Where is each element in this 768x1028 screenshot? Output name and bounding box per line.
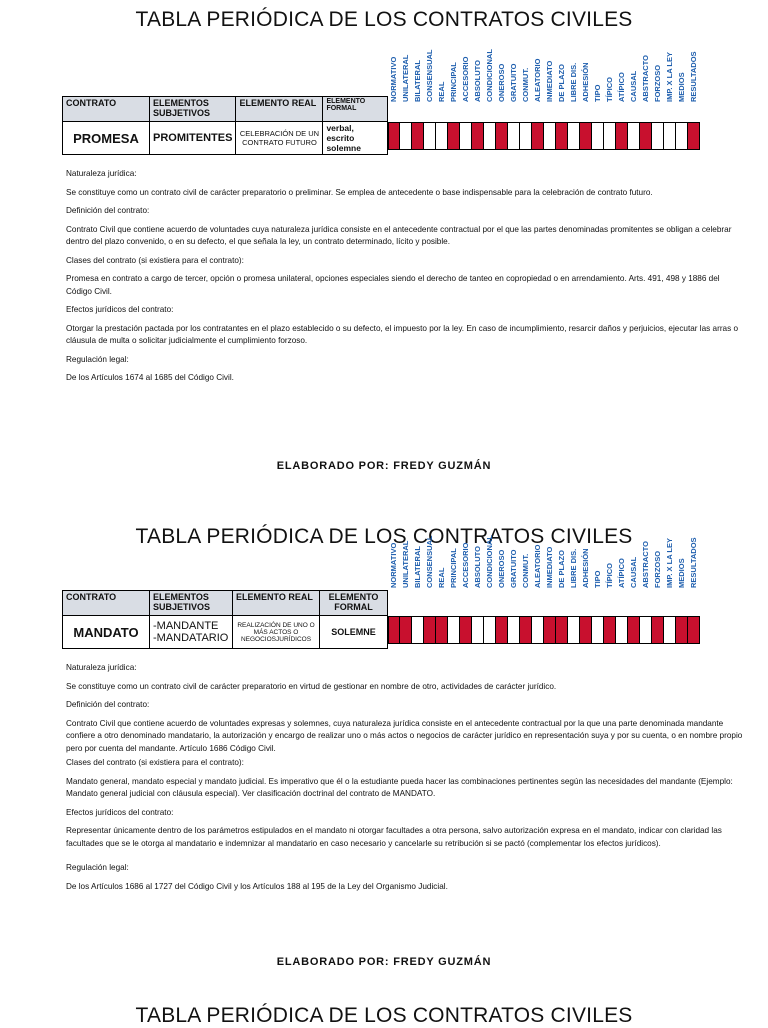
clases-text: Mandato general, mandato especial y mandato judicial. Es imperativo que él o la estudiante pueda hacer las combinaciones pertinentes según las necesidades del mandante (Ejemplo: Mandato general judicial con cláusula especial). Ver clasificación doctrinal del contrato de MANDATO.	[66, 776, 733, 798]
classification-cell	[616, 616, 628, 644]
classification-cell	[544, 616, 556, 644]
clases-label: Clases del contrato (si existiera para el contrato):	[66, 758, 244, 767]
header-elemento-real: ELEMENTO REAL	[236, 97, 323, 122]
naturaleza-label: Naturaleza jurídica:	[66, 169, 137, 178]
definicion-label: Definición del contrato:	[66, 700, 150, 709]
classification-cell	[592, 122, 604, 150]
header-contrato: CONTRATO	[63, 591, 150, 616]
classification-cell	[592, 616, 604, 644]
signature: ELABORADO POR: FREDY GUZMÁN	[276, 956, 492, 968]
efectos-text: Otorgar la prestación pactada por los contratantes en el plazo establecido o su defecto, el impuesto por la ley. En caso de incumplimiento, resarcir daños y perjuicios, ejecutar las arras o cláusula de multa o solicitar judicialmente el cumplimiento forzoso.	[66, 323, 739, 345]
classification-cell	[532, 616, 544, 644]
page-title: TABLA PERIÓDICA DE LOS CONTRATOS CIVILES	[135, 8, 633, 31]
classification-cell	[580, 616, 592, 644]
classification-label: TIPO	[593, 570, 602, 588]
classification-label: PRINCIPAL	[449, 548, 458, 588]
contract-header-table	[62, 96, 388, 155]
classification-label: PRINCIPAL	[449, 62, 458, 102]
classification-cell	[628, 616, 640, 644]
classification-cell	[556, 122, 568, 150]
signature: ELABORADO POR: FREDY GUZMÁN	[276, 460, 492, 472]
classification-cell	[664, 616, 676, 644]
classification-label: TÍPICO	[605, 562, 614, 588]
contract-real: CELEBRACIÓN DE UN CONTRATO FUTURO	[236, 122, 323, 155]
classification-label: CAUSAL	[629, 70, 638, 102]
clases-text: Promesa en contrato a cargo de tercer, opción o promesa unilateral, opciones especiales siendo el derecho de tanteo en copropiedad o en arrendamiento. Arts. 491, 498 y 1886 del Código Civil.	[66, 274, 720, 296]
efectos-label: Efectos jurídicos del contrato:	[66, 807, 174, 817]
classification-cell	[484, 616, 496, 644]
classification-label: LIBRE DIS.	[569, 62, 578, 102]
contract-formal: verbal, escrito solemne	[323, 122, 388, 155]
classification-cell	[520, 616, 532, 644]
classification-label: ABSOLUTO	[473, 546, 482, 588]
classification-label: MEDIOS	[677, 72, 686, 102]
classification-label: RESULTADOS	[689, 51, 698, 102]
classification-label: CONMUT.	[521, 553, 530, 588]
clases-label: Clases del contrato (si existiera para el contrato):	[66, 255, 244, 265]
classification-label: ADHESIÓN	[581, 62, 590, 102]
classification-cell	[460, 122, 472, 150]
header-elemento-formal: ELEMENTO FORMAL	[323, 97, 388, 122]
classification-cell	[412, 616, 424, 644]
classification-cell	[388, 616, 400, 644]
definicion-text: Contrato Civil que contiene acuerdo de voluntades cuya naturaleza jurídica consiste en el antecedente contractual por el que las partes denominadas promitentes se obligan a celebrar dentro del plazo convenido, o en su defecto, el que señala la ley, un contrato determinado, lícito y posible.	[66, 224, 732, 246]
classification-label: INMEDIATO	[545, 60, 554, 102]
classification-cell	[688, 616, 700, 644]
classification-cells	[388, 122, 700, 150]
classification-cell	[604, 616, 616, 644]
classification-label: LIBRE DIS.	[569, 548, 578, 588]
classification-cell	[388, 122, 400, 150]
classification-cell	[580, 122, 592, 150]
classification-label: ABSTRACTO	[641, 55, 650, 102]
classification-label: MEDIOS	[677, 558, 686, 588]
classification-label: ALEATORIO	[533, 58, 542, 102]
contract-body	[66, 168, 746, 385]
classification-label: DE PLAZO	[557, 550, 566, 588]
classification-label: BILATERAL	[413, 60, 422, 102]
classification-label: CONDICIONAL	[485, 49, 494, 102]
page-title: TABLA PERIÓDICA DE LOS CONTRATOS CIVILES	[135, 525, 633, 548]
classification-label: GRATUITO	[509, 549, 518, 588]
classification-cell	[460, 616, 472, 644]
classification-cell	[424, 122, 436, 150]
classification-cell	[604, 122, 616, 150]
classification-label: FORZOSO	[653, 64, 662, 102]
classification-label: DE PLAZO	[557, 64, 566, 102]
classification-cells	[388, 616, 700, 644]
classification-cell	[484, 122, 496, 150]
classification-label: UNILATERAL	[401, 540, 410, 588]
classification-cell	[496, 122, 508, 150]
naturaleza-text: Se constituye como un contrato civil de carácter preparatorio en virtud de gestionar en nombre de otro, actividades de carácter jurídico.	[66, 681, 557, 691]
classification-label: NORMATIVO	[389, 56, 398, 102]
classification-label: TÍPICO	[605, 76, 614, 102]
page-title: TABLA PERIÓDICA DE LOS CONTRATOS CIVILES	[135, 1004, 633, 1027]
contract-header-table	[62, 590, 388, 649]
classification-cell	[544, 122, 556, 150]
classification-cell	[448, 616, 460, 644]
classification-label: INMEDIATO	[545, 546, 554, 588]
classification-cell	[412, 122, 424, 150]
contract-formal: SOLEMNE	[320, 616, 388, 649]
classification-cell	[556, 616, 568, 644]
classification-cell	[652, 616, 664, 644]
classification-label: ONEROSO	[497, 549, 506, 588]
classification-label: CONMUT.	[521, 67, 530, 102]
regulacion-text: De los Artículos 1674 al 1685 del Código Civil.	[66, 373, 234, 382]
classification-labels	[388, 22, 700, 102]
contract-subjects: PROMITENTES	[150, 122, 236, 155]
header-contrato: CONTRATO	[63, 97, 150, 122]
classification-cell	[436, 122, 448, 150]
classification-label: ACCESORIO	[461, 542, 470, 588]
header-elemento-real: ELEMENTO REAL	[233, 591, 320, 616]
classification-label: FORZOSO	[653, 550, 662, 588]
classification-labels	[388, 508, 700, 588]
classification-label: REAL	[437, 81, 446, 102]
classification-label: ACCESORIO	[461, 56, 470, 102]
classification-cell	[676, 616, 688, 644]
classification-label: BILATERAL	[413, 546, 422, 588]
naturaleza-label: Naturaleza jurídica:	[66, 663, 137, 672]
definicion-text: Contrato Civil que contiene acuerdo de voluntades expresas y solemnes, cuya naturaleza jurídica consiste en el antecedente contractual por la que una parte denominada mandante confiere a otro denominado mandatario, la autorización y encargo de realizar uno o más actos o negocios de carácter jurídico en representación suya y por su cuenta, o en nombre propio pero por cuenta del mandante. Artículo 1686 Código Civil.	[66, 718, 743, 753]
classification-label: UNILATERAL	[401, 54, 410, 102]
classification-cell	[508, 122, 520, 150]
classification-label: IMP. X LA LEY	[665, 537, 674, 588]
classification-cell	[640, 122, 652, 150]
classification-label: RESULTADOS	[689, 537, 698, 588]
regulacion-text: De los Artículos 1686 al 1727 del Código Civil y los Artículos 188 al 195 de la Ley del Organismo Judicial.	[66, 881, 448, 891]
header-elementos-subjetivos: ELEMENTOS SUBJETIVOS	[150, 591, 233, 616]
classification-label: CONSENSUAL	[425, 49, 434, 102]
classification-label: TIPO	[593, 84, 602, 102]
classification-label: ABSTRACTO	[641, 541, 650, 588]
classification-label: REAL	[437, 567, 446, 588]
classification-cell	[508, 616, 520, 644]
classification-label: GRATUITO	[509, 63, 518, 102]
classification-cell	[472, 616, 484, 644]
contract-name: MANDATO	[63, 616, 150, 649]
contract-subjects: -MANDANTE -MANDATARIO	[150, 616, 233, 649]
header-elementos-subjetivos: ELEMENTOS SUBJETIVOS	[150, 97, 236, 122]
efectos-text: Representar únicamente dentro de los parámetros estipulados en el mandato ni otorgar facultades a otra persona, salvo autorización expresa en el mandato, indicar con claridad las facultades que se le otorga al mandatario e indemnizar al mandatario en caso necesario y cancelarle su retribución si se pactó (complementar los efectos jurídicos).	[66, 826, 722, 848]
classification-label: ATÍPICO	[617, 558, 626, 588]
regulacion-label: Regulación legal:	[66, 863, 129, 872]
efectos-label: Efectos jurídicos del contrato:	[66, 305, 174, 314]
classification-cell	[532, 122, 544, 150]
classification-cell	[628, 122, 640, 150]
classification-label: CONSENSUAL	[425, 535, 434, 588]
classification-cell	[688, 122, 700, 150]
contract-body	[66, 662, 746, 893]
contract-name: PROMESA	[63, 122, 150, 155]
classification-cell	[436, 616, 448, 644]
classification-label: IMP. X LA LEY	[665, 51, 674, 102]
classification-label: ATÍPICO	[617, 72, 626, 102]
classification-label: ONEROSO	[497, 63, 506, 102]
regulacion-label: Regulación legal:	[66, 354, 129, 364]
classification-label: ALEATORIO	[533, 544, 542, 588]
classification-cell	[400, 122, 412, 150]
contract-real: REALIZACIÓN DE UNO O MÁS ACTOS O NEGOCIOSJURÍDICOS	[233, 616, 320, 649]
classification-label: ABSOLUTO	[473, 60, 482, 102]
classification-cell	[424, 616, 436, 644]
definicion-label: Definición del contrato:	[66, 206, 150, 215]
classification-cell	[520, 122, 532, 150]
classification-cell	[616, 122, 628, 150]
classification-cell	[640, 616, 652, 644]
classification-cell	[400, 616, 412, 644]
classification-label: ADHESIÓN	[581, 548, 590, 588]
classification-cell	[448, 122, 460, 150]
naturaleza-text: Se constituye como un contrato civil de carácter preparatorio o preliminar. Se emplea de antecedente o base indispensable para la celebración de contrato futuro.	[66, 187, 653, 197]
classification-cell	[472, 122, 484, 150]
classification-label: CONDICIONAL	[485, 535, 494, 588]
classification-cell	[652, 122, 664, 150]
classification-cell	[664, 122, 676, 150]
classification-cell	[568, 122, 580, 150]
classification-cell	[568, 616, 580, 644]
header-elemento-formal: ELEMENTO FORMAL	[320, 591, 388, 616]
classification-cell	[496, 616, 508, 644]
classification-label: CAUSAL	[629, 556, 638, 588]
classification-label: NORMATIVO	[389, 542, 398, 588]
classification-cell	[676, 122, 688, 150]
